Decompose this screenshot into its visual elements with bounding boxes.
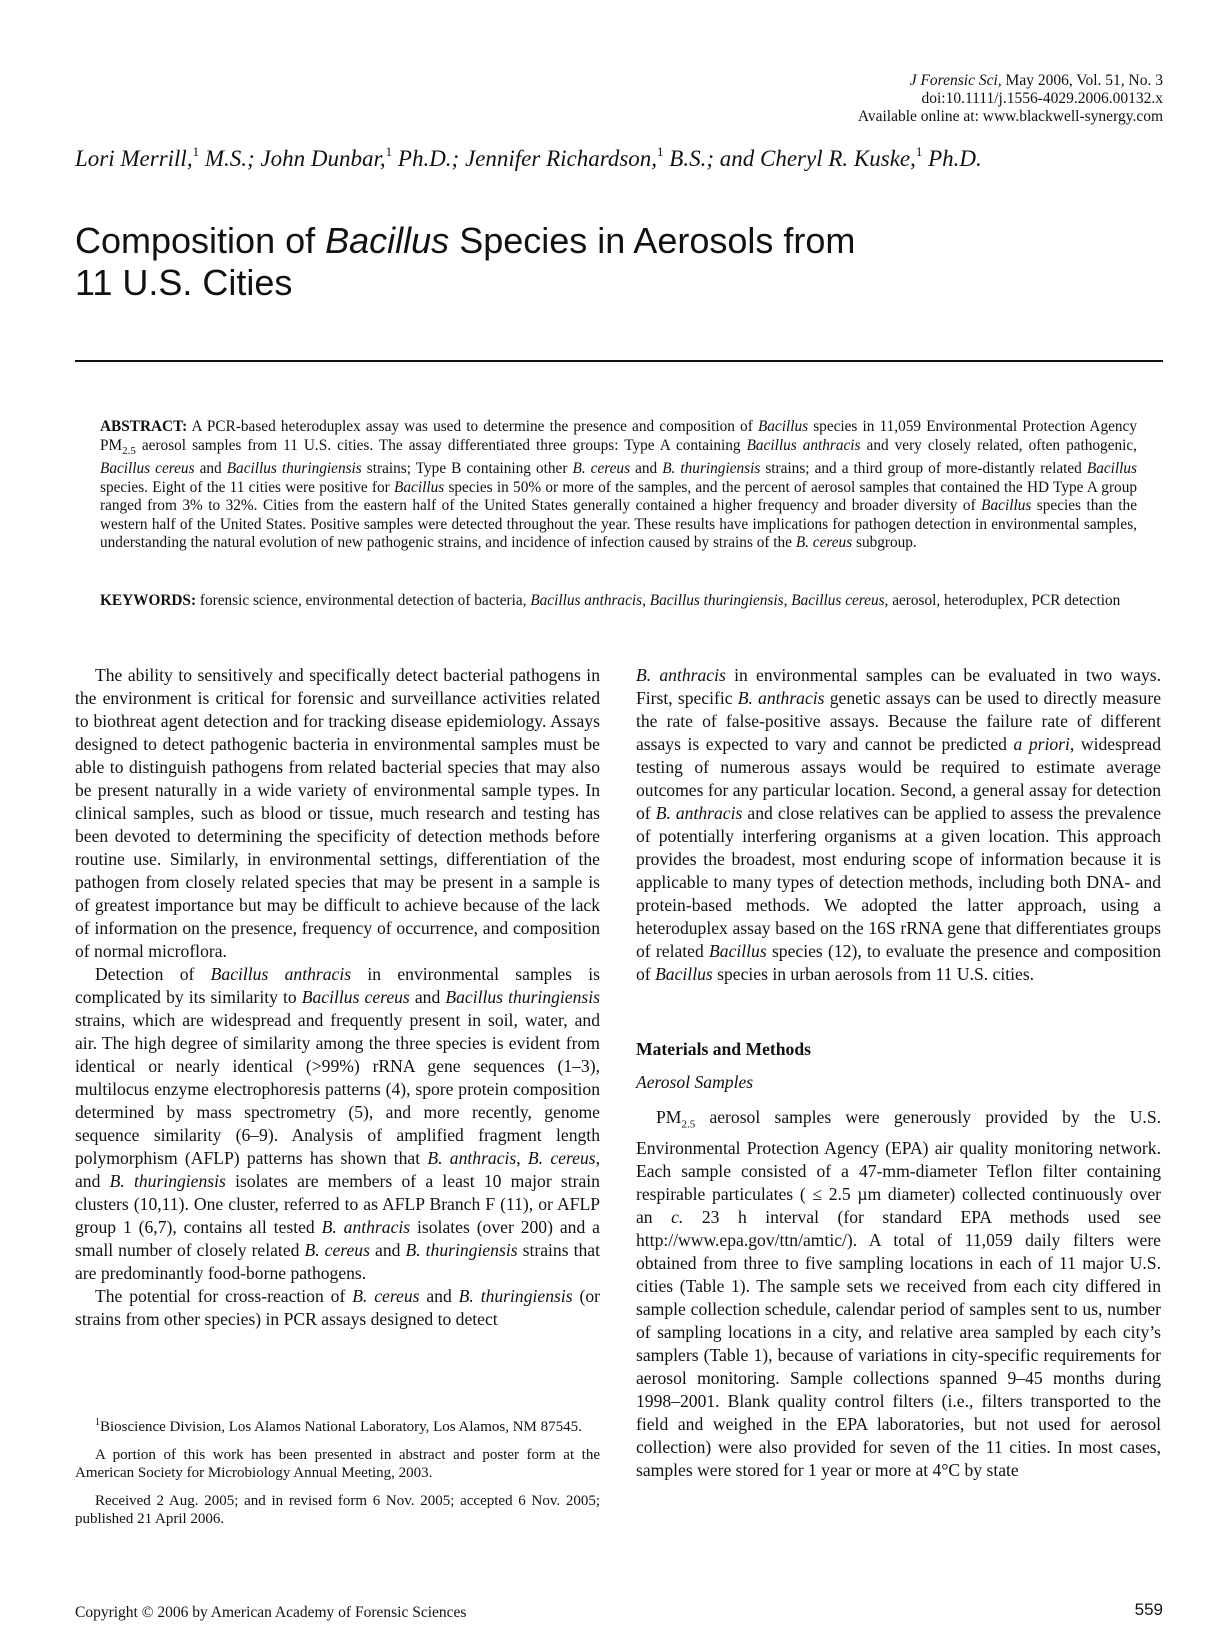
body-paragraph: B. anthracis in environmental samples can be evaluated in two ways. First, specific B. anthracis genetic assays can be used to directly measure the rate of false-positive assays. Because the failure rate of different assays is expected to vary and cannot be predicted a priori, widespread testing of numerous assays would be required to estimate average outcomes for any particular location. Second, a general assay for detection of B. anthracis and close relatives can be applied to assess the prevalence of potentially interfering organisms at a given location. This approach provides the broadest, most enduring scope of information because it is applicable to many types of detection methods, including both DNA- and protein-based methods. We adopted the latter approach, using a heteroduplex assay based on the 16S rRNA gene that differentiates groups of related Bacillus species (12), to evaluate the presence and composition of Bacillus species in urban aerosols from 11 U.S. cities. [636, 665, 1162, 984]
abstract: ABSTRACT: A PCR-based heteroduplex assay was used to determine the presence and composition of Bacillus species in 11,059 Environmental Protection Agency $PM_{2.5}$ aerosol samples from 11 U.S. cities. The assay differentiated three groups: Type A containing Bacillus anthracis and very closely related, often pathogenic, Bacillus cereus and Bacillus thuringiensis strains; Type B containing other B. cereus and B. thuringiensis strains; and a third group of more-distantly related Bacillus species. Eight of the 11 cities were positive for Bacillus species in 50% or more of the samples, and the percent of aerosol samples that contained the HD Type A group ranged from 3% to 32%. Cities from the eastern half of the United States generally contained a higher frequency and broader diversity of Bacillus species than the western half of the United States. Positive samples were detected throughout the year. These results have implications for pathogen detection in environmental samples, understanding the natural evolution of new pathogenic strains, and incidence of infection caused by strains of the B. cereus subgroup. [100, 418, 1138, 552]
online-availability: Available online at: www.blackwell-synergy.com [857, 108, 1163, 125]
keywords: KEYWORDS: forensic science, environmental detection of bacteria, Bacillus anthracis, Bacillus thuringiensis, Bacillus cereus, aerosol, heteroduplex, PCR detection [100, 592, 1121, 609]
author: and Cheryl R. Kuske,$^1$ Ph.D. [719, 144, 982, 171]
page-number: 559 [1134, 1600, 1163, 1619]
doi: doi:10.1111/j.1556-4029.2006.00132.x [921, 90, 1163, 107]
footnote-dates: Received 2 Aug. 2005; and in revised form 6 Nov. 2005; accepted 6 Nov. 2005; published 21 April 2006. [75, 1493, 600, 1527]
footnote-presentation: A portion of this work has been presented in abstract and poster form at the American Society for Microbiology Annual Meeting, 2003. [75, 1447, 600, 1481]
author: Lori Merrill,$^1$ M.S.; [75, 144, 255, 171]
body-paragraph: The ability to sensitively and specifically detect bacterial pathogens in the environment is critical for forensic and surveillance activities related to biothreat agent detection and for tracking disease epidemiology. Assays designed to detect pathogenic bacteria in environmental samples must be able to distinguish pathogens from related bacterial species that may also be present naturally in a wide variety of environmental sample types. In clinical samples, such as blood or tissue, much research and testing has been devoted to determining the specificity of detection methods before routine use. Similarly, in environmental settings, differentiation of the pathogen from closely related species that may be present in a sample is of greatest importance but may be difficult to achieve because of the lack of information on the presence, frequency of occurrence, and composition of normal microflora. [75, 665, 600, 961]
subsection-heading: Aerosol Samples [636, 1072, 754, 1092]
author: John Dunbar,$^1$ Ph.D.; [260, 144, 460, 171]
section-heading: Materials and Methods [636, 1039, 811, 1059]
title-divider [75, 360, 1163, 362]
journal-info [858, 72, 1163, 126]
body-paragraph: Detection of Bacillus anthracis in environmental samples is complicated by its similarity to Bacillus cereus and Bacillus thuringiensis strains, which are widespread and frequently present in soil, water, and air. The high degree of similarity among the three species is evident from identical or nearly identical (>99%) rRNA gene sequences (1–3), multilocus enzyme electrophoresis patterns (4), spore protein composition determined by mass spectrometry (5), and more recently, genome sequence similarity (6–9). Analysis of amplified fragment length polymorphism (AFLP) patterns has shown that B. anthracis, B. cereus, and B. thuringiensis isolates are members of a least 10 major strain clusters (10,11). One cluster, referred to as AFLP Branch F (11), or AFLP group 1 (6,7), contains all tested B. anthracis isolates (over 200) and a small number of closely related B. cereus and B. thuringiensis strains that are predominantly food-borne pathogens. [75, 964, 601, 1283]
author: Jennifer Richardson,$^1$ B.S.; [464, 144, 714, 171]
journal-citation: J Forensic Sci, May 2006, Vol. 51, No. 3 [909, 72, 1163, 89]
paper-title: Composition of Bacillus Species in Aerosols from 11 U.S. Cities [75, 220, 856, 303]
left-column [75, 664, 600, 1331]
footnotes [75, 1414, 600, 1538]
copyright: Copyright © 2006 by American Academy of Forensic Sciences [75, 1604, 467, 1621]
body-paragraph: The potential for cross-reaction of B. cereus and B. thuringiensis (or strains from other species) in PCR assays designed to detect [75, 1286, 600, 1329]
right-column [636, 664, 1161, 1482]
footnote-affiliation: $^1$Bioscience Division, Los Alamos National Laboratory, Los Alamos, NM 87545. [95, 1417, 582, 1435]
author-list [75, 144, 1175, 172]
body-paragraph: $PM_{2.5}$ aerosol samples were generously provided by the U.S. Environmental Protection Agency (EPA) air quality monitoring network. Each sample consisted of a 47-mm-diameter Teflon filter containing respirable particulates ( ≤ 2.5 µm diameter) collected continuously over an c. 23 h interval (for standard EPA methods used see http://www.epa.gov/ttn/amtic/). A total of 11,059 daily filters were obtained from three to five sampling locations in each of 11 major U.S. cities (Table 1). The sample sets we received from each city differed in sample collection schedule, calendar period of samples sent to us, number of sampling locations in a city, and relative area sampled by each city’s samplers (Table 1), because of variations in city-specific requirements for aerosol monitoring. Sample collections spanned 9–45 months during 1998–2001. Blank quality control filters (i.e., filters transported to the field and weighed in the EPA laboratories, but not used for aerosol collection) were also provided for seven of the 11 cities. In most cases, samples were stored for 1 year or more at 4°C by state [636, 1107, 1161, 1480]
